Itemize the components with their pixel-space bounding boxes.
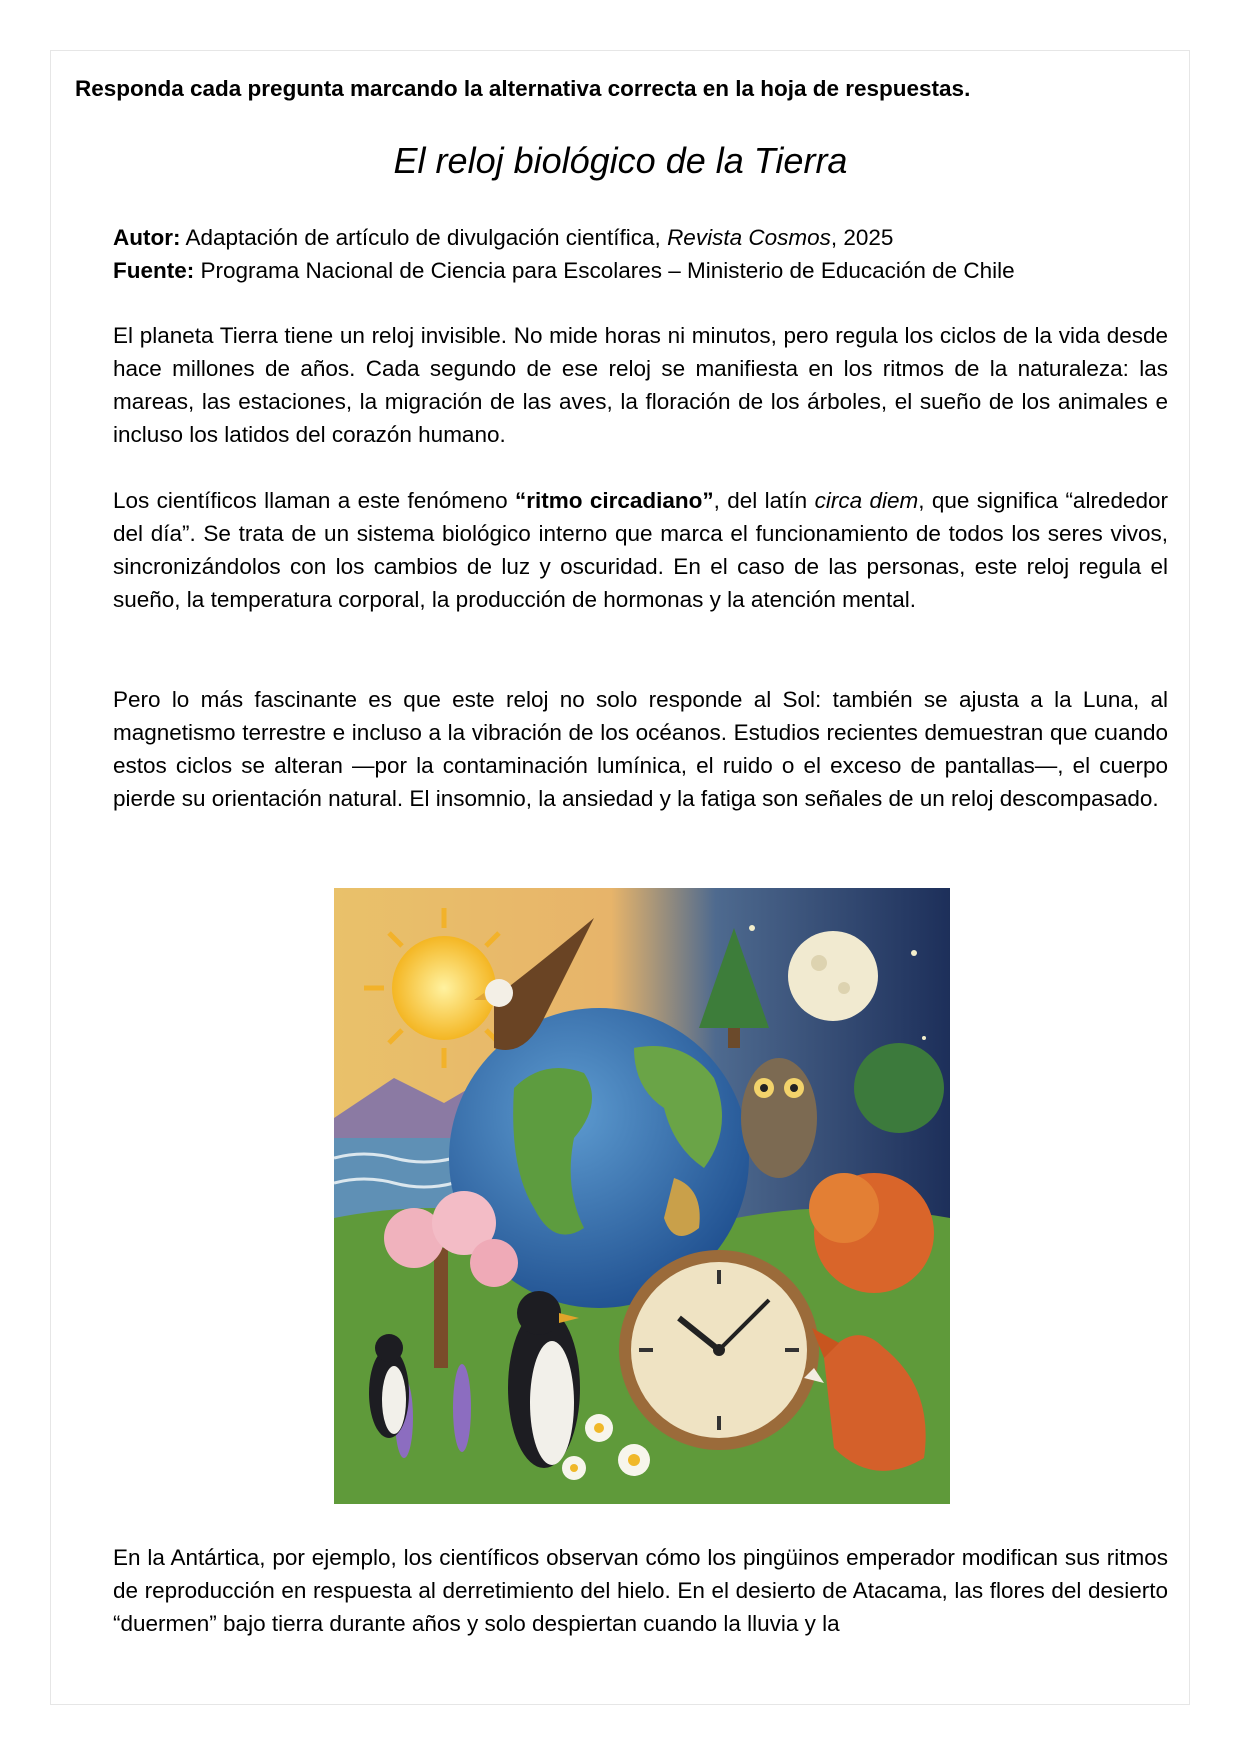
paragraph-1: El planeta Tierra tiene un reloj invisible. No mide horas ni minutos, pero regula los ciclos de la vida desde hace millones de años. Cada segundo de ese reloj se manifiesta en los ritmos de la naturaleza: las mareas, las estaciones, la migración de las aves, la floración de los árboles, el sueño de los animales e incluso los latidos del corazón humano. <box>113 323 1168 447</box>
owl-icon <box>741 1058 817 1178</box>
author-text: Adaptación de artículo de divulgación científica, <box>185 225 668 250</box>
source-line <box>113 258 1015 284</box>
author-label: Autor: <box>113 225 181 250</box>
penguin-icon <box>508 1291 580 1468</box>
moon-icon <box>788 931 878 1021</box>
paragraph-3: Pero lo más fascinante es que este reloj no solo responde al Sol: también se ajusta a la Luna, al magnetismo terrestre e incluso a la vibración de los océanos. Estudios recientes demuestran que cuando estos ciclos se alteran —por la contaminación lumínica, el ruido o el exceso de pantallas—, el cuerpo pierde su orientación natural. El insomnio, la ansiedad y la fatiga son señales de un reloj descompasado. <box>113 687 1168 811</box>
paragraph-2-part1: Los científicos llaman a este fenómeno <box>113 488 515 513</box>
paragraph-2-latin: circa diem <box>814 488 919 513</box>
instruction-text: Responda cada pregunta marcando la alternativa correcta en la hoja de respuestas. <box>75 76 971 101</box>
earth-clock-illustration <box>334 888 950 1504</box>
author-year: , 2025 <box>830 225 894 250</box>
paragraph-2-part2: , del latín <box>713 488 815 513</box>
paragraph-2 <box>113 484 1168 616</box>
tree-icon <box>854 1043 944 1133</box>
clock-icon <box>619 1250 819 1450</box>
paragraph-2-term: “ritmo circadiano” <box>514 488 714 513</box>
source-text: Programa Nacional de Ciencia para Escolares – Ministerio de Educación de Chile <box>200 258 1015 283</box>
paragraph-4: En la Antártica, por ejemplo, los científicos observan cómo los pingüinos emperador modifican sus ritmos de reproducción en respuesta al derretimiento del hielo. En el desierto de Atacama, las flores del desierto “duermen” bajo tierra durante años y solo despiertan cuando la lluvia y la <box>113 1545 1168 1636</box>
author-magazine: Revista Cosmos <box>667 225 831 250</box>
source-label: Fuente: <box>113 258 195 283</box>
article-title: El reloj biológico de la Tierra <box>393 140 848 181</box>
author-line <box>113 225 893 251</box>
paragraph-2-part3: , que significa “alrededor del día”. Se trata de un sistema biológico interno que marca el funcionamiento de todos los seres vivos, sincronizándolos con los cambios de luz y oscuridad. En el caso de las personas, este reloj regula el sueño, la temperatura corporal, la producción de hormonas y la atención mental. <box>113 488 1168 612</box>
